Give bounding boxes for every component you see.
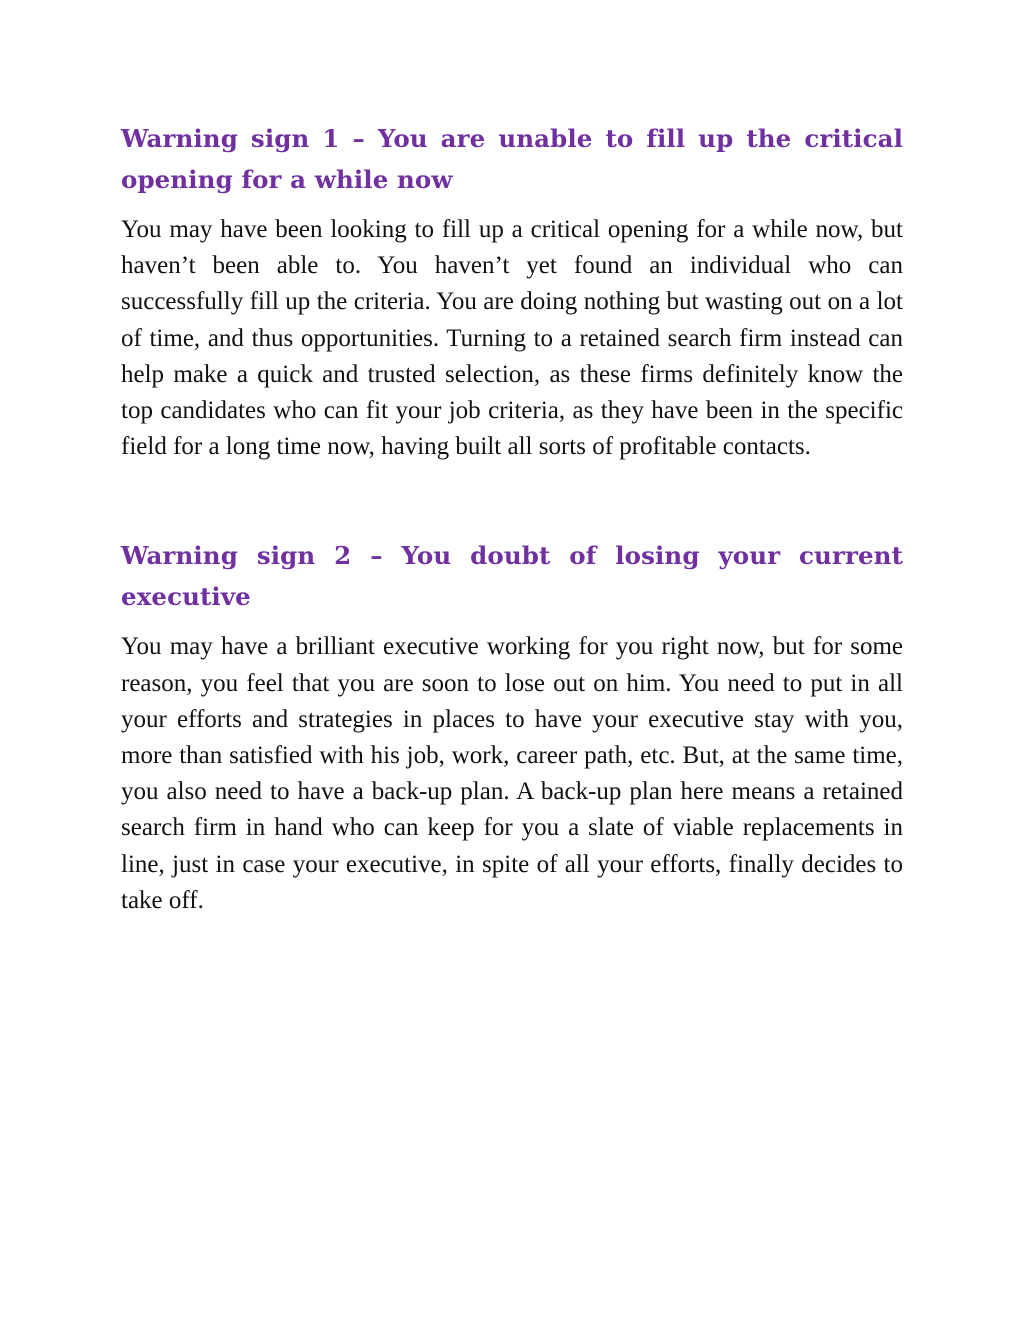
section-heading-warning-sign-2: Warning sign 2 – You doubt of losing your current executive [121, 541, 903, 612]
section-paragraph-warning-sign-2: You may have a brilliant executive working for you right now, but for some reason, you feel that you are soon to lose out on him. You need to put in all your efforts and strategies in places to have your executive stay with you, more than satisfied with his job, work, career path, etc. But, at the same time, you also need to have a back-up plan. A back-up plan here means a retained search firm in hand who can keep for you a slate of viable replacements in line, just in case your executive, in spite of all your efforts, finally decides to take off. [121, 633, 903, 914]
document-page [121, 118, 903, 919]
section-paragraph-warning-sign-1: You may have been looking to fill up a critical opening for a while now, but haven’t been able to. You haven’t yet found an individual who can successfully fill up the criteria. You are doing nothing but wasting out on a lot of time, and thus opportunities. Turning to a retained search firm instead can help make a quick and trusted selection, as these firms definitely know the top candidates who can fit your job criteria, as they have been in the specific field for a long time now, having built all sorts of profitable contacts. [121, 216, 903, 461]
section-heading-warning-sign-1: Warning sign 1 – You are unable to fill up the critical opening for a while now [121, 124, 903, 194]
